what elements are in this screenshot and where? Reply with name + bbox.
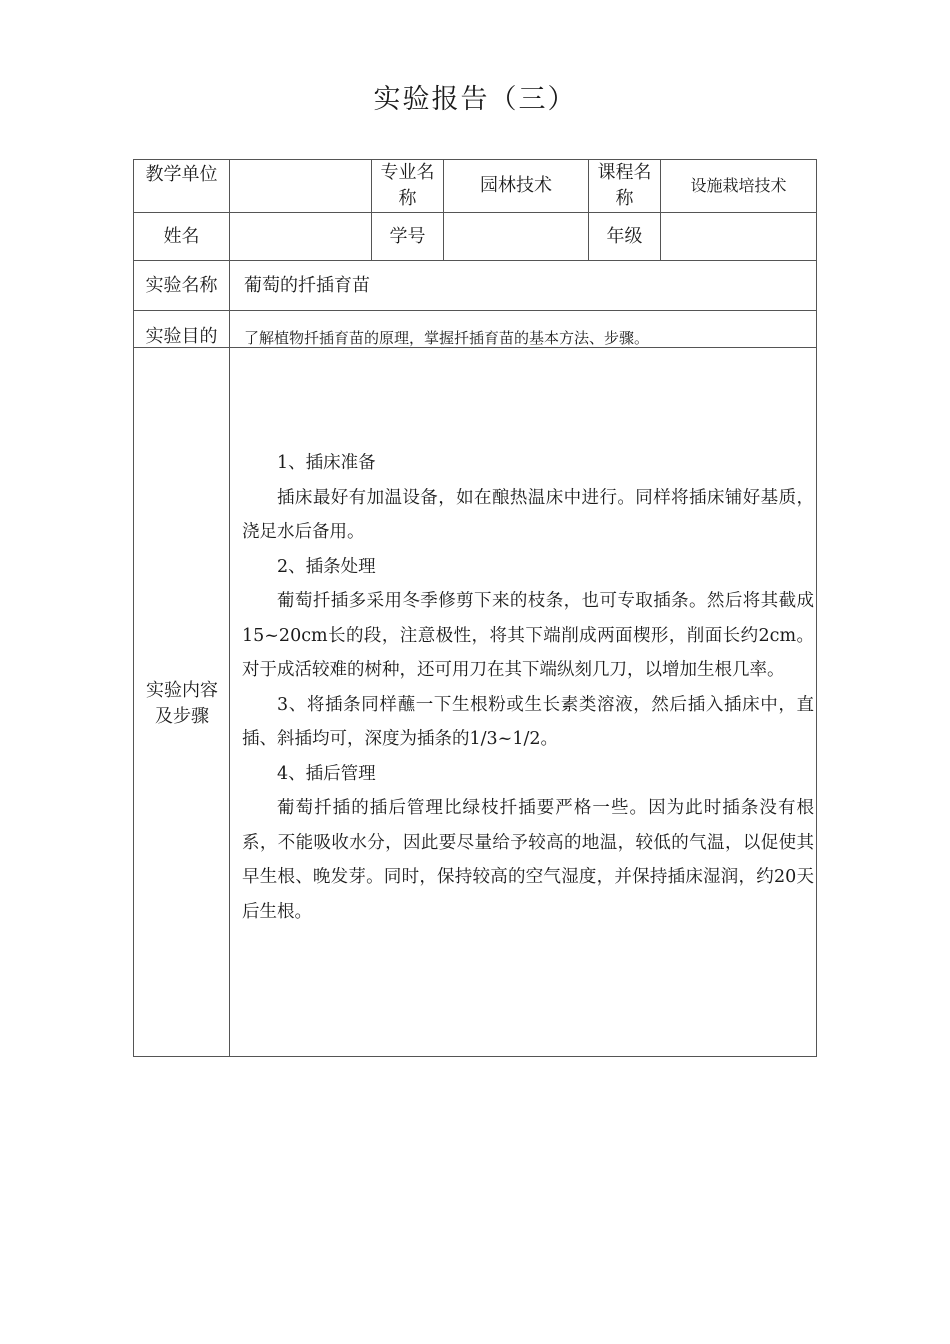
major-label-text: 专业名称: [380, 162, 435, 209]
name-label: [134, 213, 229, 260]
name-value: [230, 213, 371, 260]
content-paragraph: 葡萄扦插的插后管理比绿枝扦插要严格一些。因为此时插条没有根系，不能吸收水分，因此要尽量给予较高的地温，较低的气温，以促使其早生根、晚发芽。同时，保持较高的空气湿度，并保持插床湿润，约20天后生根。: [242, 798, 814, 922]
experiment-name-label-text: 实验名称: [145, 274, 218, 296]
grade-label-text: 年级: [606, 225, 643, 247]
unit-value: [230, 160, 371, 212]
content-paragraph: 插床最好有加温设备，如在酿热温床中进行。同样将插床铺好基质，浇足水后备用。: [242, 487, 814, 542]
grade-label: [589, 213, 660, 260]
major-value-text: 园林技术: [480, 175, 552, 196]
major-value: [444, 160, 588, 212]
content-paragraph: 葡萄扦插多采用冬季修剪下来的枝条，也可专取插条。然后将其截成15~20cm长的段，注意极性，将其下端削成两面楔形，削面长约2cm。对于成活较难的树种，还可用刀在其下端纵刻几刀，以增加生根几率。: [242, 591, 814, 680]
course-value-text: 设施栽培技术: [690, 176, 787, 195]
experiment-purpose-label: 实验目的: [145, 326, 218, 347]
major-label: [372, 160, 443, 212]
student-id-label-text: 学号: [389, 225, 426, 247]
course-label: [589, 160, 660, 212]
row-divider: [134, 310, 816, 311]
student-id-value: [444, 213, 588, 260]
student-id-label: [372, 213, 443, 260]
section-heading: 1、插床准备: [277, 453, 376, 473]
report-title: 实验报告（三）: [373, 84, 577, 115]
unit-label: 教学单位: [145, 164, 218, 185]
experiment-name-label: [134, 261, 229, 310]
experiment-content-label: 实验内容及步骤: [146, 680, 218, 727]
name-label-text: 姓名: [163, 225, 200, 247]
grade-value: [661, 213, 816, 260]
experiment-name-value: 葡萄的扦插育苗: [244, 275, 370, 296]
section-heading: 2、插条处理: [277, 556, 376, 577]
section-heading: 4、插后管理: [277, 763, 376, 784]
course-label-text: 课程名称: [597, 162, 652, 209]
course-value: [661, 160, 816, 212]
experiment-purpose-value: 了解植物扦插育苗的原理，掌握扦插育苗的基本方法、步骤。: [244, 329, 650, 347]
column-divider: [229, 160, 230, 1056]
experiment-content-body: [242, 446, 814, 929]
content-paragraph: 3、将插条同样蘸一下生根粉或生长素类溶液，然后插入插床中，直插、斜插均可，深度为插条的1/3~1/2。: [242, 694, 814, 749]
